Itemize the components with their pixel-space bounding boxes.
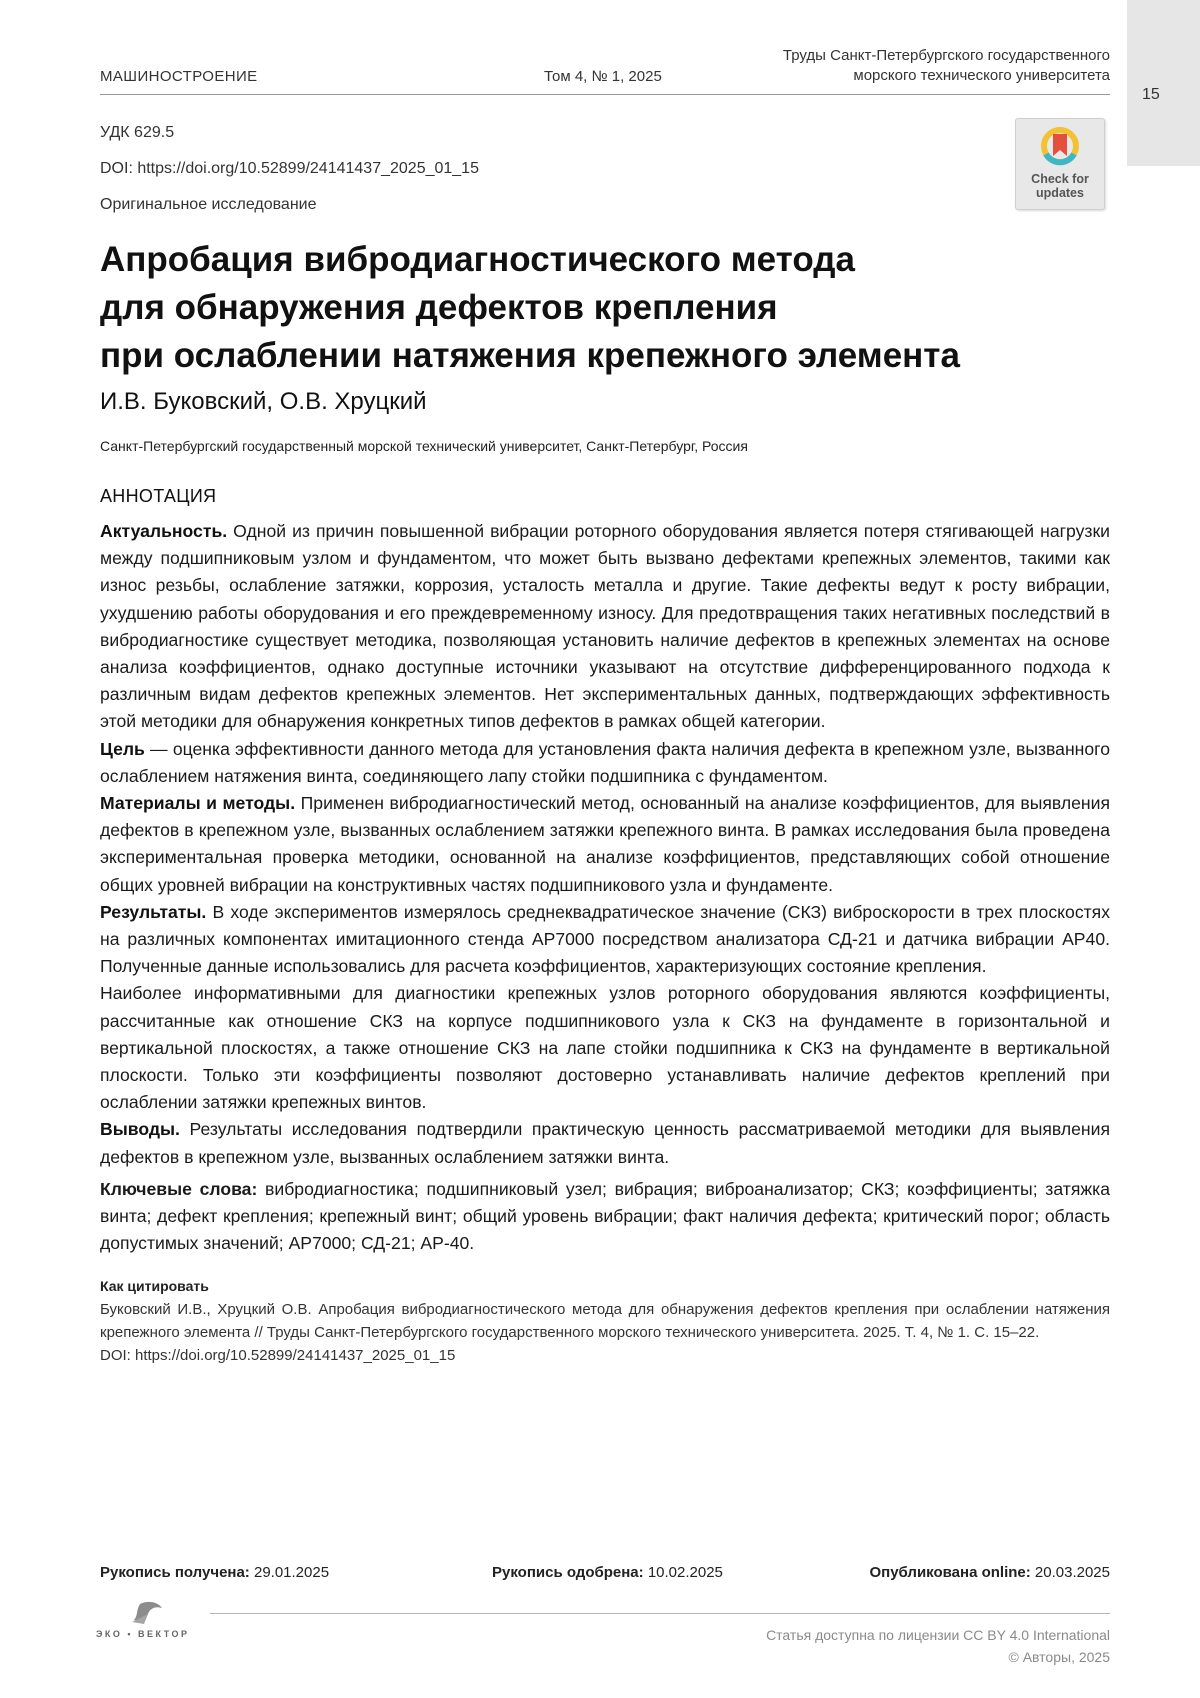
- abstract-relevance: Актуальность. Одной из причин повышенной вибрации роторного оборудования является потеря стягивающей нагрузки между подшипниковым узлом и фундаментом, что может быть вызвано дефектами крепежных элементов, такими как износ резьбы, ослабление затяжки, коррозия, усталость металла и другие. Такие дефекты ведут к росту вибрации, ухудшению работы оборудования и его преждевременному износу. Для предотвращения таких негативных последствий в вибродиагностике существует методика, позволяющая установить наличие дефектов в крепежных элементах на основе анализа коэффициентов, однако доступные источники указывают на отсутствие дифференцированного подхода к различным видам дефектов крепежных элементов. Нет экспериментальных данных, подтверждающих эффективность этой методики для обнаружения конкретных типов дефектов в рамках общей категории.: [100, 518, 1110, 736]
- published-date: Опубликована online: 20.03.2025: [869, 1564, 1110, 1581]
- affiliation: Санкт-Петербургский государственный морской технический университет, Санкт-Петербург, Россия: [100, 438, 748, 454]
- license-text[interactable]: Статья доступна по лицензии CC BY 4.0 International: [766, 1624, 1110, 1646]
- citation-doi[interactable]: DOI: https://doi.org/10.52899/24141437_2025_01_15: [100, 1344, 1110, 1367]
- check-for-updates-label: Check for updates: [1016, 172, 1104, 200]
- abstract-conclusions: Выводы. Результаты исследования подтвердили практическую ценность рассматриваемой методики для выявления дефектов в крепежном узле, вызванных ослаблением затяжки винта.: [100, 1116, 1110, 1170]
- title-line-2: для обнаружения дефектов крепления: [100, 284, 1060, 332]
- license-info: [766, 1624, 1110, 1668]
- title-line-1: Апробация вибродиагностического метода: [100, 236, 1060, 284]
- authors: И.В. Буковский, О.В. Хруцкий: [100, 388, 427, 416]
- approved-date: Рукопись одобрена: 10.02.2025: [492, 1564, 723, 1581]
- annotation-heading: АННОТАЦИЯ: [100, 486, 216, 507]
- volume-issue: Том 4, № 1, 2025: [544, 68, 662, 85]
- journal-section: МАШИНОСТРОЕНИЕ: [100, 68, 258, 85]
- doi-link[interactable]: DOI: https://doi.org/10.52899/24141437_2025_01_15: [100, 160, 479, 178]
- abstract-results-continued: Наиболее информативными для диагностики крепежных узлов роторного оборудования являются коэффициенты, рассчитанные как отношение СКЗ на корпусе подшипникового узла к СКЗ на фундаменте в горизонтальной и вертикальной плоскостях, а также отношение СКЗ на лапе стойки подшипника к СКЗ на фундаменте в вертикальной плоскости. Только эти коэффициенты позволяют достоверно устанавливать наличие дефектов креплений при ослаблении затяжки крепежных винтов.: [100, 980, 1110, 1116]
- check-for-updates-badge[interactable]: [1015, 118, 1105, 210]
- abstract-goal: Цель — оценка эффективности данного метода для установления факта наличия дефекта в крепежном узле, вызванного ослаблением натяжения винта, соединяющего лапу стойки подшипника с фундаментом.: [100, 736, 1110, 790]
- abstract-results: Результаты. В ходе экспериментов измерялось среднеквадратическое значение (СКЗ) виброскорости в трех плоскостях на различных компонентах имитационного стенда АР7000 посредством анализатора СД-21 и датчика вибрации АР40. Полученные данные использовались для расчета коэффициентов, характеризующих состояние крепления.: [100, 899, 1110, 981]
- footer-divider: [210, 1613, 1110, 1614]
- journal-title: [783, 46, 1110, 86]
- keywords: Ключевые слова: вибродиагностика; подшипниковый узел; вибрация; виброанализатор; СКЗ; коэффициенты; затяжка винта; дефект крепления; крепежный винт; общий уровень вибрации; факт наличия дефекта; критический порог; область допустимых значений; АР7000; СД-21; АР-40.: [100, 1176, 1110, 1257]
- journal-title-line2: морского технического университета: [783, 66, 1110, 86]
- article-title: [100, 236, 1060, 380]
- page-number-tab: [1127, 0, 1200, 166]
- publisher-logo-text: ЭКО • ВЕКТОР: [96, 1629, 190, 1639]
- udk-code: УДК 629.5: [100, 124, 174, 142]
- article-type: Оригинальное исследование: [100, 196, 316, 214]
- citation-heading: Как цитировать: [100, 1278, 209, 1294]
- abstract: [100, 518, 1110, 1171]
- journal-title-line1: Труды Санкт-Петербургского государственного: [783, 46, 1110, 66]
- citation-text: Буковский И.В., Хруцкий О.В. Апробация вибродиагностического метода для обнаружения дефектов крепления при ослаблении натяжения крепежного элемента // Труды Санкт-Петербургского государственного морского технического университета. 2025. Т. 4, № 1. С. 15–22. DOI: https://doi.org/10.52899/24141437_2025_01_15: [100, 1298, 1110, 1367]
- received-date: Рукопись получена: 29.01.2025: [100, 1564, 329, 1581]
- title-line-3: при ослаблении натяжения крепежного элемента: [100, 332, 1060, 380]
- copyright-text: © Авторы, 2025: [766, 1646, 1110, 1668]
- header-divider: [100, 94, 1110, 95]
- page-number: 15: [1142, 86, 1160, 104]
- abstract-methods: Материалы и методы. Применен вибродиагностический метод, основанный на анализе коэффициентов, для выявления дефектов в крепежном узле, вызванных ослаблением затяжки крепежного винта. В рамках исследования была проведена экспериментальная проверка методики, основанной на анализе коэффициентов, представляющих собой отношение общих уровней вибрации на конструктивных частях подшипникового узла и фундаменте.: [100, 790, 1110, 899]
- crossmark-icon: [1040, 126, 1080, 170]
